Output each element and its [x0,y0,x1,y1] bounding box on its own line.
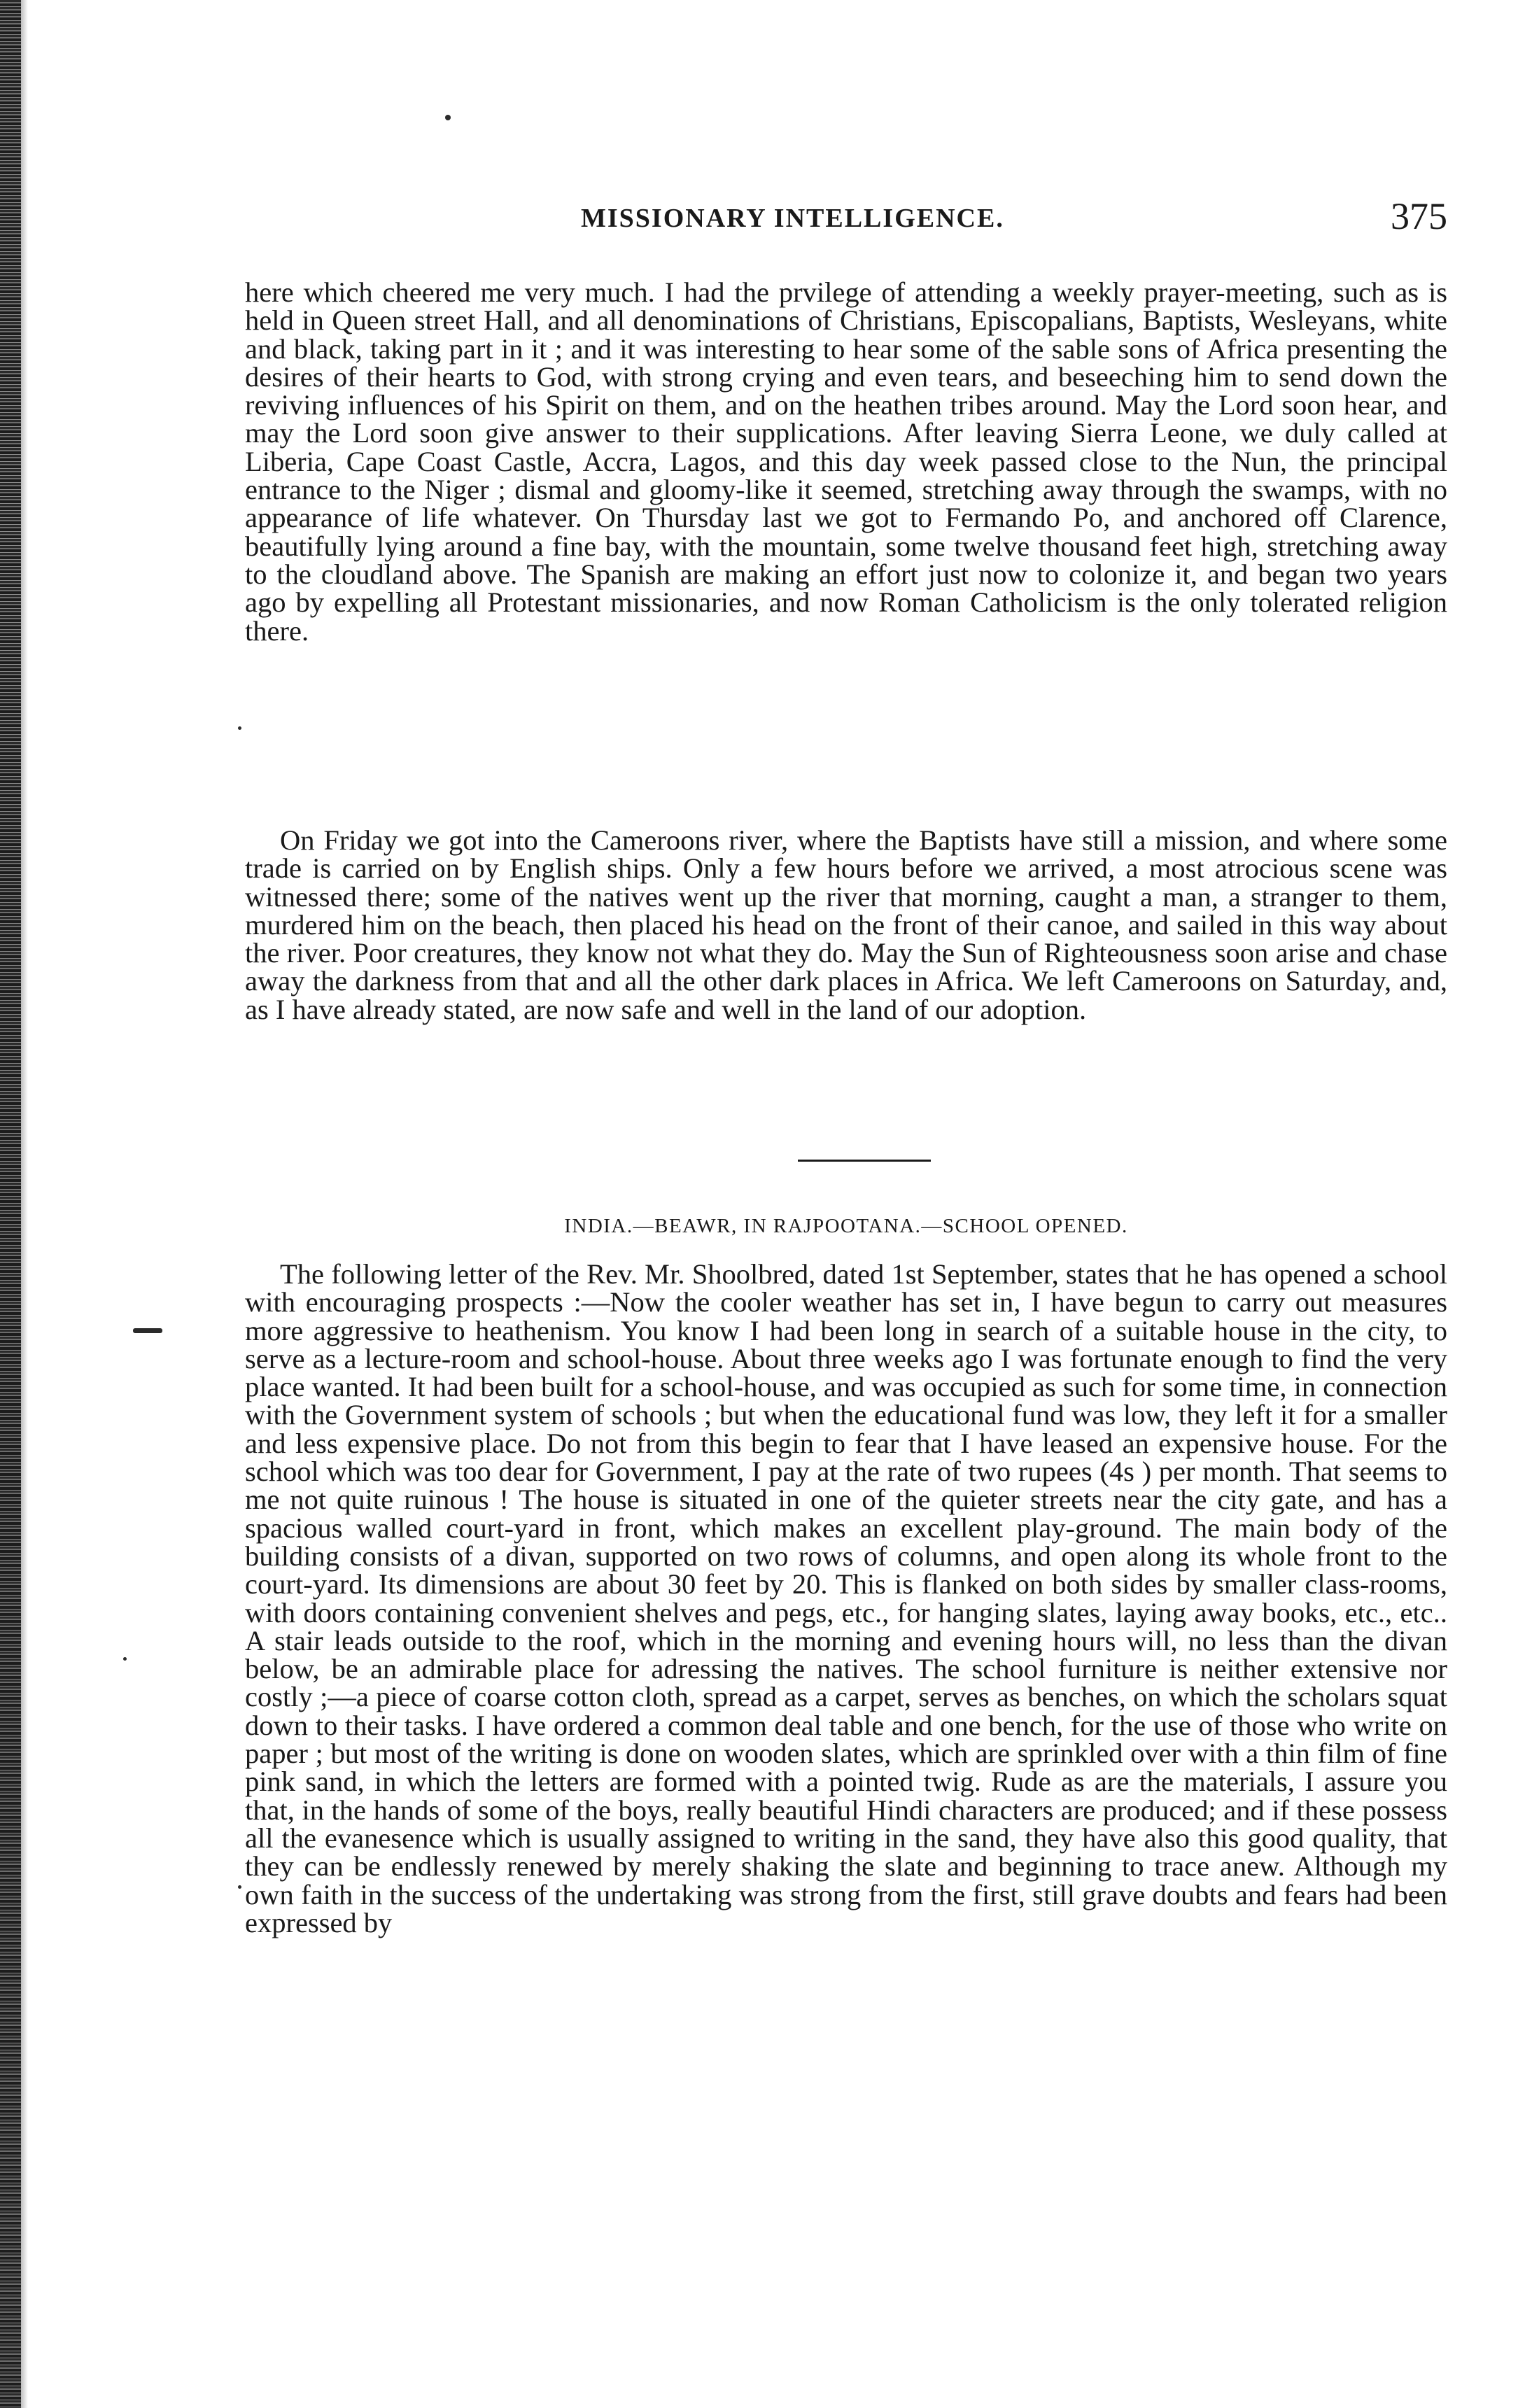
page-header [245,195,1447,244]
print-speck [238,1885,241,1889]
running-head: MISSIONARY INTELLIGENCE. [581,204,1004,233]
page-number: 375 [1391,195,1447,237]
india-article [245,1260,1447,1937]
book-binding-edge [0,0,21,2408]
print-speck [123,1657,127,1661]
print-speck [445,115,451,120]
margin-mark [133,1328,162,1333]
body-paragraph: The following letter of the Rev. Mr. Shoolbred, dated 1st September, states that he has opened a school with encouraging prospects :—Now the cooler weather has set in, I have begun to carry out measures more aggressive to heathenism. You know I had been long in search of a suitable house in the city, to serve as a lecture-room and school-house. About three weeks ago I was fortunate enough to find the very place wanted. It had been built for a school-house, and was occupied as such for some time, in connection with the Government system of schools ; but when the educational fund was low, they left it for a smaller and less expensive place. Do not from this begin to fear that I have leased an expensive house. For the school which was too dear for Government, I pay at the rate of two rupees (4s ) per month. That seems to me not quite ruinous ! The house is situated in one of the quieter streets near the city gate, and has a spacious walled court-yard in front, which makes an excellent play-ground. The main body of the building consists of a divan, supported on two rows of columns, and open along its whole front to the court-yard. Its dimensions are about 30 feet by 20. This is flanked on both sides by smaller class-rooms, with doors containing convenient shelves and pegs, etc., for hanging slates, laying away books, etc., etc.. A stair leads outside to the roof, which in the morning and evening hours will, no less than the divan below, be an admirable place for adressing the natives. The school furniture is neither extensive nor costly ;—a piece of coarse cotton cloth, spread as a carpet, serves as benches, on which the scholars squat down to their tasks. I have ordered a common deal table and one bench, for the use of those who write on paper ; but most of the writing is done on wooden slates, which are sprinkled over with a thin film of fine pink sand, in which the letters are formed with a pointed twig. Rude as are the materials, I assure you that, in the hands of some of the boys, really beautiful Hindi characters are produced; and if these possess all the evanesence which is usually assigned to writing in the sand, they have also this good quality, that they can be endlessly renewed by merely shaking the slate and beginning to trace anew. Although my own faith in the success of the undertaking was strong from the first, still grave doubts and fears had been expressed by [245,1258,1447,1938]
body-paragraph: here which cheered me very much. I had the prvilege of attending a weekly prayer-meeting, such as is held in Queen street Hall, and all denominations of Christians, Episcopalians, Baptists, Wesleyans, white and black, taking part in it ; and it was interesting to hear some of the sable sons of Africa presenting the desires of their hearts to God, with strong crying and even tears, and beseeching him to send down the reviving influences of his Spirit on them, and on the heathen tribes around. May the Lord soon hear, and may the Lord soon give answer to their supplications. After leaving Sierra Leone, we duly called at Liberia, Cape Coast Castle, Accra, Lagos, and this day week passed close to the Nun, the principal entrance to the Niger ; dismal and gloomy-like it seemed, stretching away through the swamps, with no appearance of life whatever. On Thursday last we got to Fermando Po, and anchored off Clarence, beautifully lying around a fine bay, with the mountain, some twelve thousand feet high, stretching away to the cloudland above. The Spanish are making an effort just now to colonize it, and began two years ago by expelling all Protestant missionaries, and now Roman Catholicism is the only tolerated religion there. [245,276,1447,647]
article-continuation-second [245,826,1447,1024]
section-heading: INDIA.—BEAWR, IN RAJPOOTANA.—SCHOOL OPENED. [564,1215,1128,1237]
print-speck [238,726,241,730]
section-divider-rule [798,1160,931,1162]
article-continuation [245,276,1447,647]
body-paragraph: On Friday we got into the Cameroons river, where the Baptists have still a mission, and where some trade is carried on by English ships. Only a few hours before we arrived, a most atrocious scene was witnessed there; some of the natives went up the river that morning, caught a man, a stranger to them, murdered him on the beach, then placed his head on the front of their canoe, and sailed in this way about the river. Poor creatures, they know not what they do. May the Sun of Righteousness soon arise and chase away the darkness from that and all the other dark places in Africa. We left Cameroons on Saturday, and, as I have already stated, are now safe and well in the land of our adoption. [245,824,1447,1025]
